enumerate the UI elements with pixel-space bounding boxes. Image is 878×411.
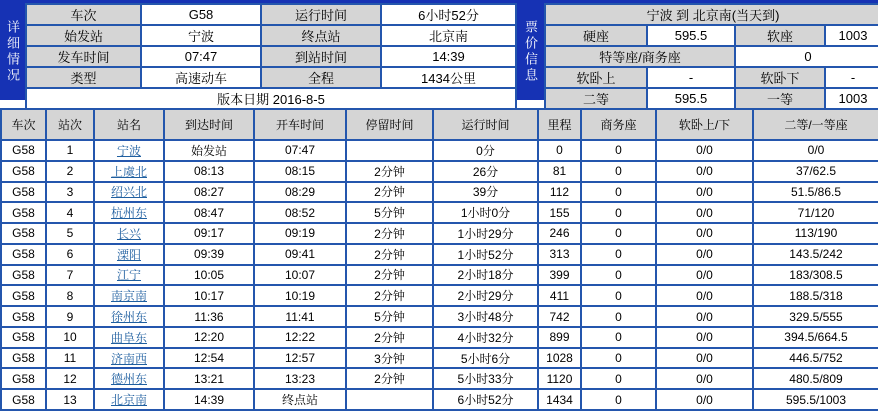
price-row xyxy=(545,46,878,67)
cell-second-first-class: 595.5/1003 xyxy=(753,389,878,410)
cell-stop-duration: 2分钟 xyxy=(346,161,433,182)
cell-mileage: 1028 xyxy=(538,348,581,369)
cell-departure-time: 12:22 xyxy=(254,327,346,348)
price-label-hard-seat: 硬座 xyxy=(545,25,647,46)
cell-arrival-time: 09:17 xyxy=(164,223,254,244)
main-header-row xyxy=(1,109,878,140)
station-link[interactable]: 杭州东 xyxy=(110,206,147,221)
cell-departure-time: 09:41 xyxy=(254,244,346,265)
cell-business-seat: 0 xyxy=(581,327,656,348)
column-header-running-time: 运行时间 xyxy=(433,109,538,140)
cell-stop-duration: 3分钟 xyxy=(346,348,433,369)
price-value-first-class: 1003 xyxy=(825,88,878,109)
cell-mileage: 411 xyxy=(538,285,581,306)
price-label-soft-seat: 软座 xyxy=(735,25,825,46)
version-row xyxy=(26,88,516,109)
table-row xyxy=(1,348,878,369)
cell-mileage: 81 xyxy=(538,161,581,182)
cell-departure-time: 10:19 xyxy=(254,285,346,306)
cell-second-first-class: 71/120 xyxy=(753,202,878,223)
cell-stop-duration: 2分钟 xyxy=(346,327,433,348)
schedule-table xyxy=(0,108,878,411)
detail-label-train-no: 车次 xyxy=(26,4,141,25)
cell-train-no: G58 xyxy=(1,368,46,389)
station-link[interactable]: 曲阜东 xyxy=(110,330,147,345)
cell-soft-sleeper-upper-lower: 0/0 xyxy=(656,368,753,389)
price-value-hard-seat: 595.5 xyxy=(647,25,735,46)
cell-departure-time: 07:47 xyxy=(254,140,346,161)
detail-row xyxy=(26,46,516,67)
route-header: 宁波 到 北京南(当天到) xyxy=(545,4,878,25)
cell-arrival-time: 09:39 xyxy=(164,244,254,265)
column-header-soft-sleeper-upper-lower: 软卧上/下 xyxy=(656,109,753,140)
cell-running-time: 1小时0分 xyxy=(433,202,538,223)
station-link[interactable]: 溧阳 xyxy=(116,247,141,262)
cell-business-seat: 0 xyxy=(581,244,656,265)
cell-station xyxy=(94,244,164,265)
cell-mileage: 1434 xyxy=(538,389,581,410)
cell-second-first-class: 37/62.5 xyxy=(753,161,878,182)
cell-station xyxy=(94,223,164,244)
column-header-stop-no: 站次 xyxy=(46,109,94,140)
detail-label-running-time: 运行时间 xyxy=(261,4,381,25)
cell-mileage: 399 xyxy=(538,265,581,286)
cell-business-seat: 0 xyxy=(581,182,656,203)
price-label-soft-sleeper-upper: 软卧上 xyxy=(545,67,647,88)
cell-mileage: 155 xyxy=(538,202,581,223)
detail-label-arrival: 到站时间 xyxy=(261,46,381,67)
cell-soft-sleeper-upper-lower: 0/0 xyxy=(656,202,753,223)
table-row xyxy=(1,140,878,161)
station-link[interactable]: 绍兴北 xyxy=(110,185,147,200)
cell-stop-no: 13 xyxy=(46,389,94,410)
station-link[interactable]: 上虞北 xyxy=(110,164,147,179)
cell-departure-time: 12:57 xyxy=(254,348,346,369)
detail-value-arrival: 14:39 xyxy=(381,46,516,67)
cell-stop-no: 6 xyxy=(46,244,94,265)
cell-running-time: 39分 xyxy=(433,182,538,203)
price-row xyxy=(545,88,878,109)
cell-station xyxy=(94,140,164,161)
detail-value-origin: 宁波 xyxy=(141,25,261,46)
cell-mileage: 112 xyxy=(538,182,581,203)
cell-running-time: 5小时33分 xyxy=(433,368,538,389)
cell-departure-time: 11:41 xyxy=(254,306,346,327)
price-label-second-class: 二等 xyxy=(545,88,647,109)
cell-stop-no: 12 xyxy=(46,368,94,389)
cell-second-first-class: 143.5/242 xyxy=(753,244,878,265)
cell-mileage: 313 xyxy=(538,244,581,265)
cell-train-no: G58 xyxy=(1,202,46,223)
station-link[interactable]: 徐州东 xyxy=(110,310,147,324)
cell-second-first-class: 188.5/318 xyxy=(753,285,878,306)
cell-arrival-time: 12:54 xyxy=(164,348,254,369)
cell-arrival-time: 14:39 xyxy=(164,389,254,410)
cell-stop-no: 11 xyxy=(46,348,94,369)
cell-train-no: G58 xyxy=(1,161,46,182)
cell-second-first-class: 0/0 xyxy=(753,140,878,161)
cell-soft-sleeper-upper-lower: 0/0 xyxy=(656,389,753,410)
price-label-first-class: 一等 xyxy=(735,88,825,109)
top-info-section xyxy=(0,0,878,107)
cell-soft-sleeper-upper-lower: 0/0 xyxy=(656,140,753,161)
cell-train-no: G58 xyxy=(1,244,46,265)
cell-arrival-time: 08:13 xyxy=(164,161,254,182)
cell-stop-duration: 2分钟 xyxy=(346,244,433,265)
cell-stop-duration: 2分钟 xyxy=(346,368,433,389)
detail-value-terminus: 北京南 xyxy=(381,25,516,46)
cell-stop-duration xyxy=(346,389,433,410)
cell-station xyxy=(94,389,164,410)
detail-panel-sidebar xyxy=(0,3,25,100)
cell-departure-time: 08:29 xyxy=(254,182,346,203)
cell-second-first-class: 51.5/86.5 xyxy=(753,182,878,203)
cell-mileage: 742 xyxy=(538,306,581,327)
cell-soft-sleeper-upper-lower: 0/0 xyxy=(656,306,753,327)
cell-station xyxy=(94,348,164,369)
detail-value-running-time: 6小时52分 xyxy=(381,4,516,25)
cell-running-time: 1小时52分 xyxy=(433,244,538,265)
cell-arrival-time: 10:17 xyxy=(164,285,254,306)
table-row xyxy=(1,265,878,286)
cell-stop-no: 10 xyxy=(46,327,94,348)
cell-station xyxy=(94,368,164,389)
cell-business-seat: 0 xyxy=(581,265,656,286)
cell-soft-sleeper-upper-lower: 0/0 xyxy=(656,182,753,203)
station-link[interactable]: 长兴 xyxy=(116,226,141,241)
cell-stop-duration: 2分钟 xyxy=(346,265,433,286)
detail-value-type: 高速动车 xyxy=(141,67,261,88)
cell-stop-duration: 2分钟 xyxy=(346,223,433,244)
detail-row xyxy=(26,67,516,88)
cell-train-no: G58 xyxy=(1,140,46,161)
cell-soft-sleeper-upper-lower: 0/0 xyxy=(656,327,753,348)
cell-business-seat: 0 xyxy=(581,202,656,223)
table-row xyxy=(1,306,878,327)
cell-second-first-class: 183/308.5 xyxy=(753,265,878,286)
cell-mileage: 1120 xyxy=(538,368,581,389)
cell-mileage: 0 xyxy=(538,140,581,161)
cell-second-first-class: 329.5/555 xyxy=(753,306,878,327)
column-header-departure-time: 开车时间 xyxy=(254,109,346,140)
cell-business-seat: 0 xyxy=(581,223,656,244)
cell-business-seat: 0 xyxy=(581,285,656,306)
price-row xyxy=(545,4,878,25)
cell-stop-duration: 2分钟 xyxy=(346,285,433,306)
cell-running-time: 1小时29分 xyxy=(433,223,538,244)
cell-station xyxy=(94,327,164,348)
cell-stop-no: 2 xyxy=(46,161,94,182)
station-link[interactable]: 宁波 xyxy=(116,143,141,158)
column-header-arrival-time: 到达时间 xyxy=(164,109,254,140)
cell-arrival-time: 10:05 xyxy=(164,265,254,286)
cell-running-time: 26分 xyxy=(433,161,538,182)
cell-arrival-time: 13:21 xyxy=(164,368,254,389)
price-value-soft-sleeper-lower: - xyxy=(825,67,878,88)
table-row xyxy=(1,244,878,265)
cell-train-no: G58 xyxy=(1,348,46,369)
table-row xyxy=(1,368,878,389)
cell-running-time: 2小时29分 xyxy=(433,285,538,306)
detail-label-departure: 发车时间 xyxy=(26,46,141,67)
cell-running-time: 0分 xyxy=(433,140,538,161)
cell-soft-sleeper-upper-lower: 0/0 xyxy=(656,348,753,369)
cell-train-no: G58 xyxy=(1,306,46,327)
cell-running-time: 5小时6分 xyxy=(433,348,538,369)
price-row xyxy=(545,67,878,88)
detail-panel-sidebar-label: 详细情况 xyxy=(5,19,20,84)
column-header-mileage: 里程 xyxy=(538,109,581,140)
price-panel-sidebar xyxy=(517,3,544,100)
cell-business-seat: 0 xyxy=(581,368,656,389)
column-header-station: 站名 xyxy=(94,109,164,140)
column-header-second-first-class: 二等/一等座 xyxy=(753,109,878,140)
detail-info-table xyxy=(25,3,517,110)
price-value-soft-seat: 1003 xyxy=(825,25,878,46)
price-info-table xyxy=(544,3,878,110)
table-row xyxy=(1,182,878,203)
cell-train-no: G58 xyxy=(1,327,46,348)
station-link[interactable]: 江宁 xyxy=(116,268,141,283)
cell-stop-no: 9 xyxy=(46,306,94,327)
cell-stop-duration xyxy=(346,140,433,161)
detail-label-distance: 全程 xyxy=(261,67,381,88)
cell-station xyxy=(94,182,164,203)
cell-stop-no: 5 xyxy=(46,223,94,244)
cell-running-time: 6小时52分 xyxy=(433,389,538,410)
table-row xyxy=(1,285,878,306)
station-link[interactable]: 德州东 xyxy=(110,372,147,387)
cell-arrival-time: 12:20 xyxy=(164,327,254,348)
cell-departure-time: 08:15 xyxy=(254,161,346,182)
cell-soft-sleeper-upper-lower: 0/0 xyxy=(656,244,753,265)
table-row xyxy=(1,202,878,223)
cell-station xyxy=(94,285,164,306)
cell-second-first-class: 480.5/809 xyxy=(753,368,878,389)
detail-value-train-no: G58 xyxy=(141,4,261,25)
cell-station xyxy=(94,202,164,223)
cell-station xyxy=(94,265,164,286)
price-row xyxy=(545,25,878,46)
cell-second-first-class: 394.5/664.5 xyxy=(753,327,878,348)
cell-departure-time: 09:19 xyxy=(254,223,346,244)
cell-business-seat: 0 xyxy=(581,306,656,327)
cell-business-seat: 0 xyxy=(581,140,656,161)
detail-label-terminus: 终点站 xyxy=(261,25,381,46)
cell-train-no: G58 xyxy=(1,223,46,244)
price-value-second-class: 595.5 xyxy=(647,88,735,109)
detail-value-distance: 1434公里 xyxy=(381,67,516,88)
cell-stop-duration: 5分钟 xyxy=(346,306,433,327)
cell-arrival-time: 始发站 xyxy=(164,140,254,161)
cell-soft-sleeper-upper-lower: 0/0 xyxy=(656,265,753,286)
cell-departure-time: 终点站 xyxy=(254,389,346,410)
column-header-business-seat: 商务座 xyxy=(581,109,656,140)
cell-arrival-time: 08:47 xyxy=(164,202,254,223)
station-link[interactable]: 北京南 xyxy=(110,393,147,408)
table-row xyxy=(1,327,878,348)
column-header-train-no: 车次 xyxy=(1,109,46,140)
cell-stop-duration: 5分钟 xyxy=(346,202,433,223)
cell-stop-no: 7 xyxy=(46,265,94,286)
cell-train-no: G58 xyxy=(1,182,46,203)
detail-value-departure: 07:47 xyxy=(141,46,261,67)
cell-soft-sleeper-upper-lower: 0/0 xyxy=(656,223,753,244)
detail-label-type: 类型 xyxy=(26,67,141,88)
station-link[interactable]: 南京南 xyxy=(110,289,147,304)
cell-business-seat: 0 xyxy=(581,161,656,182)
cell-train-no: G58 xyxy=(1,285,46,306)
detail-row xyxy=(26,4,516,25)
cell-business-seat: 0 xyxy=(581,348,656,369)
cell-departure-time: 10:07 xyxy=(254,265,346,286)
cell-departure-time: 13:23 xyxy=(254,368,346,389)
cell-business-seat: 0 xyxy=(581,389,656,410)
cell-soft-sleeper-upper-lower: 0/0 xyxy=(656,161,753,182)
cell-train-no: G58 xyxy=(1,389,46,410)
price-value-premier-business: 0 xyxy=(735,46,878,67)
price-label-soft-sleeper-lower: 软卧下 xyxy=(735,67,825,88)
column-header-stop-duration: 停留时间 xyxy=(346,109,433,140)
price-value-soft-sleeper-upper: - xyxy=(647,67,735,88)
price-label-premier-business: 特等座/商务座 xyxy=(545,46,735,67)
cell-station xyxy=(94,161,164,182)
detail-label-origin: 始发站 xyxy=(26,25,141,46)
cell-stop-duration: 2分钟 xyxy=(346,182,433,203)
version-date: 版本日期 2016-8-5 xyxy=(26,88,516,109)
cell-running-time: 4小时32分 xyxy=(433,327,538,348)
cell-stop-no: 4 xyxy=(46,202,94,223)
table-row xyxy=(1,389,878,410)
cell-arrival-time: 11:36 xyxy=(164,306,254,327)
table-row xyxy=(1,161,878,182)
cell-running-time: 3小时48分 xyxy=(433,306,538,327)
cell-second-first-class: 113/190 xyxy=(753,223,878,244)
cell-stop-no: 3 xyxy=(46,182,94,203)
cell-second-first-class: 446.5/752 xyxy=(753,348,878,369)
detail-row xyxy=(26,25,516,46)
cell-soft-sleeper-upper-lower: 0/0 xyxy=(656,285,753,306)
cell-stop-no: 1 xyxy=(46,140,94,161)
cell-departure-time: 08:52 xyxy=(254,202,346,223)
cell-mileage: 899 xyxy=(538,327,581,348)
table-row xyxy=(1,223,878,244)
price-panel-sidebar-label: 票价信息 xyxy=(523,19,538,84)
cell-running-time: 2小时18分 xyxy=(433,265,538,286)
cell-arrival-time: 08:27 xyxy=(164,182,254,203)
cell-mileage: 246 xyxy=(538,223,581,244)
cell-station xyxy=(94,306,164,327)
cell-train-no: G58 xyxy=(1,265,46,286)
station-link[interactable]: 济南西 xyxy=(110,351,147,366)
cell-stop-no: 8 xyxy=(46,285,94,306)
schedule-body xyxy=(1,140,878,410)
